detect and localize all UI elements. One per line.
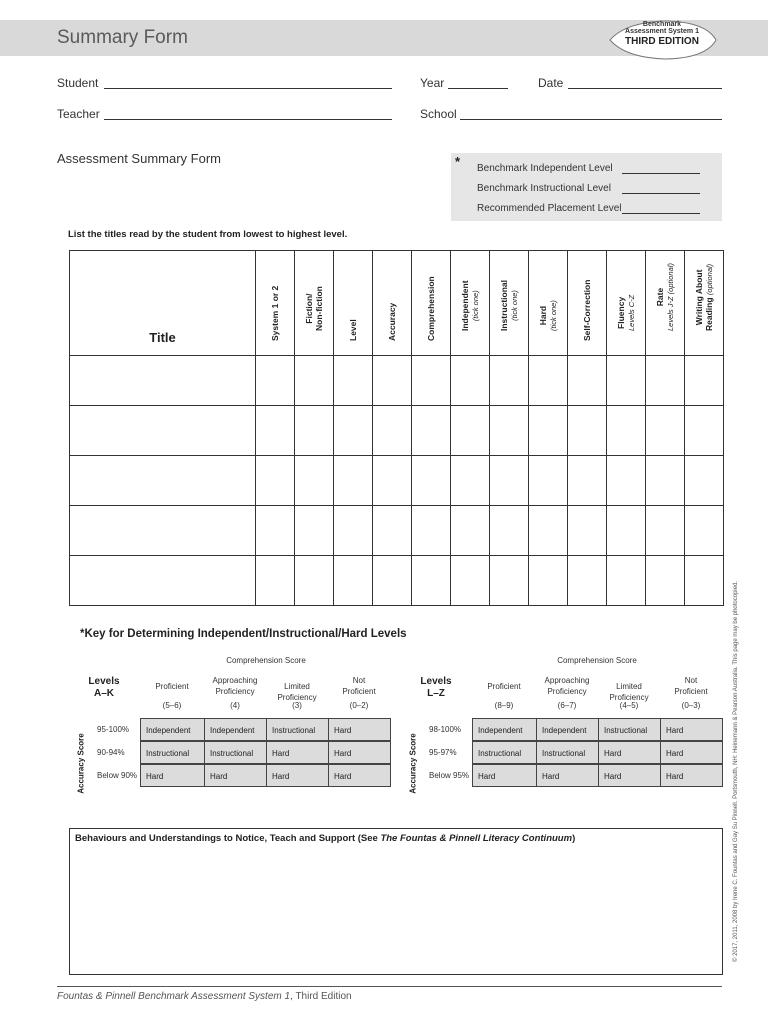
entry-cell[interactable] bbox=[607, 356, 646, 406]
right-key-cell: Hard bbox=[660, 718, 723, 741]
right-key-row-label: 98-100% bbox=[429, 725, 462, 734]
right-key-row-label: 95-97% bbox=[429, 748, 457, 757]
titles-table bbox=[69, 250, 724, 606]
teacher-label: Teacher bbox=[57, 107, 100, 121]
right-key-cell: Hard bbox=[536, 764, 599, 787]
entry-cell[interactable] bbox=[334, 456, 373, 506]
entry-cell[interactable] bbox=[412, 506, 451, 556]
placement-level-field[interactable] bbox=[622, 213, 700, 214]
badge-line-2: Assessment System 1 bbox=[625, 28, 699, 35]
title-header: Title bbox=[70, 251, 256, 356]
left-key-score: (5–6) bbox=[162, 701, 182, 710]
right-key-cell: Instructional bbox=[472, 741, 537, 764]
left-key-cell: Instructional bbox=[140, 741, 205, 764]
entry-cell[interactable] bbox=[451, 406, 490, 456]
entry-cell[interactable] bbox=[412, 356, 451, 406]
entry-cell[interactable] bbox=[685, 356, 724, 406]
entry-cell[interactable] bbox=[451, 556, 490, 606]
col-self-correction: Self-Correction bbox=[568, 251, 607, 356]
entry-cell[interactable] bbox=[646, 456, 685, 506]
right-key-cell: Hard bbox=[598, 741, 661, 764]
entry-cell[interactable] bbox=[568, 356, 607, 406]
badge-line-1: Benchmark bbox=[642, 21, 682, 28]
asterisk-marker: * bbox=[455, 154, 461, 169]
left-key-header: Not Proficient bbox=[342, 676, 376, 696]
right-key-header: Proficient bbox=[487, 682, 521, 691]
independent-level-label: Benchmark Independent Level bbox=[477, 163, 613, 174]
col-writing: Writing About Reading (optional) bbox=[685, 251, 724, 356]
entry-cell[interactable] bbox=[373, 556, 412, 606]
section-title: Assessment Summary Form bbox=[57, 151, 221, 166]
entry-cell[interactable] bbox=[256, 506, 295, 556]
left-key-cell: Hard bbox=[328, 718, 391, 741]
left-key-cell: Independent bbox=[204, 718, 267, 741]
entry-cell[interactable] bbox=[295, 506, 334, 556]
copyright-notice: © 2017, 2011, 2008 by Irene C. Fountas and Gay Su Pinnell. Portsmouth, NH: Heinemann & Pearson Australia. This page may be photocopied. bbox=[733, 580, 739, 962]
col-level: Level bbox=[334, 251, 373, 356]
left-key-cell: Hard bbox=[328, 764, 391, 787]
entry-cell[interactable] bbox=[685, 556, 724, 606]
entry-cell[interactable] bbox=[607, 406, 646, 456]
entry-cell[interactable] bbox=[568, 456, 607, 506]
right-comp-score-label: Comprehension Score bbox=[557, 656, 637, 665]
student-field[interactable] bbox=[104, 88, 392, 89]
table-row bbox=[70, 506, 724, 556]
title-cell[interactable] bbox=[70, 456, 256, 506]
entry-cell[interactable] bbox=[607, 506, 646, 556]
right-accuracy-label: Accuracy Score bbox=[408, 732, 418, 794]
notes-box[interactable] bbox=[69, 828, 723, 975]
date-field[interactable] bbox=[568, 88, 722, 89]
entry-cell[interactable] bbox=[256, 356, 295, 406]
date-label: Date bbox=[538, 76, 564, 90]
entry-cell[interactable] bbox=[334, 356, 373, 406]
entry-cell[interactable] bbox=[295, 456, 334, 506]
entry-cell[interactable] bbox=[256, 556, 295, 606]
title-cell[interactable] bbox=[70, 556, 256, 606]
left-key-header: Approaching Proficiency bbox=[212, 676, 258, 696]
right-key-row-label: Below 95% bbox=[429, 771, 470, 780]
right-key-cell: Hard bbox=[660, 764, 723, 787]
entry-cell[interactable] bbox=[529, 556, 568, 606]
entry-cell[interactable] bbox=[529, 356, 568, 406]
right-key-header: Not Proficient bbox=[674, 676, 708, 696]
right-key-score: (8–9) bbox=[494, 701, 514, 710]
table-row bbox=[70, 406, 724, 456]
entry-cell[interactable] bbox=[529, 506, 568, 556]
instructional-level-field[interactable] bbox=[622, 193, 700, 194]
school-field[interactable] bbox=[460, 119, 722, 120]
left-key-header: Proficient bbox=[155, 682, 189, 691]
entry-cell[interactable] bbox=[256, 456, 295, 506]
page-title: Summary Form bbox=[57, 27, 188, 48]
col-fiction: Fiction/ Non-fiction bbox=[295, 251, 334, 356]
entry-cell[interactable] bbox=[490, 356, 529, 406]
key-title: *Key for Determining Independent/Instructional/Hard Levels bbox=[80, 628, 407, 640]
school-label: School bbox=[420, 107, 457, 121]
left-key-cell: Independent bbox=[140, 718, 205, 741]
entry-cell[interactable] bbox=[490, 456, 529, 506]
entry-cell[interactable] bbox=[373, 406, 412, 456]
col-independent: Independent (tick one) bbox=[451, 251, 490, 356]
entry-cell[interactable] bbox=[490, 506, 529, 556]
col-hard: Hard (tick one) bbox=[529, 251, 568, 356]
left-accuracy-label: Accuracy Score bbox=[76, 732, 86, 794]
right-key-cell: Hard bbox=[660, 741, 723, 764]
right-key-header: Approaching Proficiency bbox=[544, 676, 590, 696]
left-key-header: Limited Proficiency bbox=[277, 682, 317, 702]
entry-cell[interactable] bbox=[646, 506, 685, 556]
entry-cell[interactable] bbox=[295, 406, 334, 456]
table-row bbox=[70, 556, 724, 606]
right-key-cell: Hard bbox=[598, 764, 661, 787]
entry-cell[interactable] bbox=[490, 556, 529, 606]
left-key-cell: Instructional bbox=[204, 741, 267, 764]
col-fluency: Fluency Levels C-Z bbox=[607, 251, 646, 356]
badge-line-3: THIRD EDITION bbox=[625, 36, 699, 47]
student-label: Student bbox=[57, 76, 99, 90]
col-system: System 1 or 2 bbox=[256, 251, 295, 356]
right-levels-label: Levels L–Z bbox=[420, 676, 452, 699]
table-row bbox=[70, 356, 724, 406]
right-key-score: (4–5) bbox=[619, 701, 639, 710]
footer-divider bbox=[57, 986, 722, 987]
entry-cell[interactable] bbox=[334, 556, 373, 606]
left-key-row-label: 95-100% bbox=[97, 725, 130, 734]
entry-cell[interactable] bbox=[568, 506, 607, 556]
right-key-score: (0–3) bbox=[681, 701, 701, 710]
instruction-text: List the titles read by the student from lowest to highest level. bbox=[68, 229, 348, 240]
entry-cell[interactable] bbox=[529, 456, 568, 506]
year-label: Year bbox=[420, 76, 445, 90]
left-key-cell: Instructional bbox=[266, 718, 329, 741]
entry-cell[interactable] bbox=[295, 556, 334, 606]
right-key-cell: Instructional bbox=[536, 741, 599, 764]
col-instructional: Instructional (tick one) bbox=[490, 251, 529, 356]
left-key-row-label: 90-94% bbox=[97, 748, 125, 757]
entry-cell[interactable] bbox=[295, 356, 334, 406]
left-key-cell: Hard bbox=[140, 764, 205, 787]
entry-cell[interactable] bbox=[646, 556, 685, 606]
right-key-cell: Independent bbox=[472, 718, 537, 741]
entry-cell[interactable] bbox=[451, 456, 490, 506]
right-key-cell: Hard bbox=[472, 764, 537, 787]
entry-cell[interactable] bbox=[685, 456, 724, 506]
left-key-row-label: Below 90% bbox=[97, 771, 138, 780]
table-header-row bbox=[70, 251, 724, 356]
left-key-cell: Hard bbox=[204, 764, 267, 787]
right-key-score: (6–7) bbox=[557, 701, 577, 710]
entry-cell[interactable] bbox=[412, 556, 451, 606]
entry-cell[interactable] bbox=[607, 456, 646, 506]
right-key-header: Limited Proficiency bbox=[609, 682, 649, 702]
entry-cell[interactable] bbox=[568, 406, 607, 456]
title-cell[interactable] bbox=[70, 356, 256, 406]
entry-cell[interactable] bbox=[373, 356, 412, 406]
col-comprehension: Comprehension bbox=[412, 251, 451, 356]
entry-cell[interactable] bbox=[529, 406, 568, 456]
independent-level-field[interactable] bbox=[622, 173, 700, 174]
left-comp-score-label: Comprehension Score bbox=[226, 656, 306, 665]
left-key-score: (0–2) bbox=[349, 701, 369, 710]
col-rate: Rate Levels J-Z (optional) bbox=[646, 251, 685, 356]
left-key-cell: Hard bbox=[328, 741, 391, 764]
teacher-field[interactable] bbox=[104, 119, 392, 120]
entry-cell[interactable] bbox=[568, 556, 607, 606]
entry-cell[interactable] bbox=[646, 356, 685, 406]
entry-cell[interactable] bbox=[685, 406, 724, 456]
left-key-cell: Hard bbox=[266, 741, 329, 764]
title-cell[interactable] bbox=[70, 506, 256, 556]
entry-cell[interactable] bbox=[646, 406, 685, 456]
entry-cell[interactable] bbox=[334, 406, 373, 456]
entry-cell[interactable] bbox=[412, 456, 451, 506]
right-key-cell: Independent bbox=[536, 718, 599, 741]
entry-cell[interactable] bbox=[685, 506, 724, 556]
right-key-cell: Instructional bbox=[598, 718, 661, 741]
entry-cell[interactable] bbox=[451, 356, 490, 406]
left-key-cell: Hard bbox=[266, 764, 329, 787]
entry-cell[interactable] bbox=[451, 506, 490, 556]
year-field[interactable] bbox=[448, 88, 508, 89]
left-key-score: (4) bbox=[230, 701, 240, 710]
entry-cell[interactable] bbox=[607, 556, 646, 606]
left-levels-label: Levels A–K bbox=[88, 676, 120, 699]
placement-level-label: Recommended Placement Level bbox=[477, 203, 622, 214]
entry-cell[interactable] bbox=[373, 506, 412, 556]
entry-cell[interactable] bbox=[373, 456, 412, 506]
table-row bbox=[70, 456, 724, 506]
notes-title: Behaviours and Understandings to Notice, Teach and Support (See The Fountas & Pinnell Literacy Continuum) bbox=[75, 833, 576, 844]
entry-cell[interactable] bbox=[256, 406, 295, 456]
footer-text: Fountas & Pinnell Benchmark Assessment System 1, Third Edition bbox=[57, 991, 352, 1002]
title-cell[interactable] bbox=[70, 406, 256, 456]
instructional-level-label: Benchmark Instructional Level bbox=[477, 183, 611, 194]
entry-cell[interactable] bbox=[334, 506, 373, 556]
left-key-score: (3) bbox=[292, 701, 302, 710]
entry-cell[interactable] bbox=[490, 406, 529, 456]
entry-cell[interactable] bbox=[412, 406, 451, 456]
col-accuracy: Accuracy bbox=[373, 251, 412, 356]
